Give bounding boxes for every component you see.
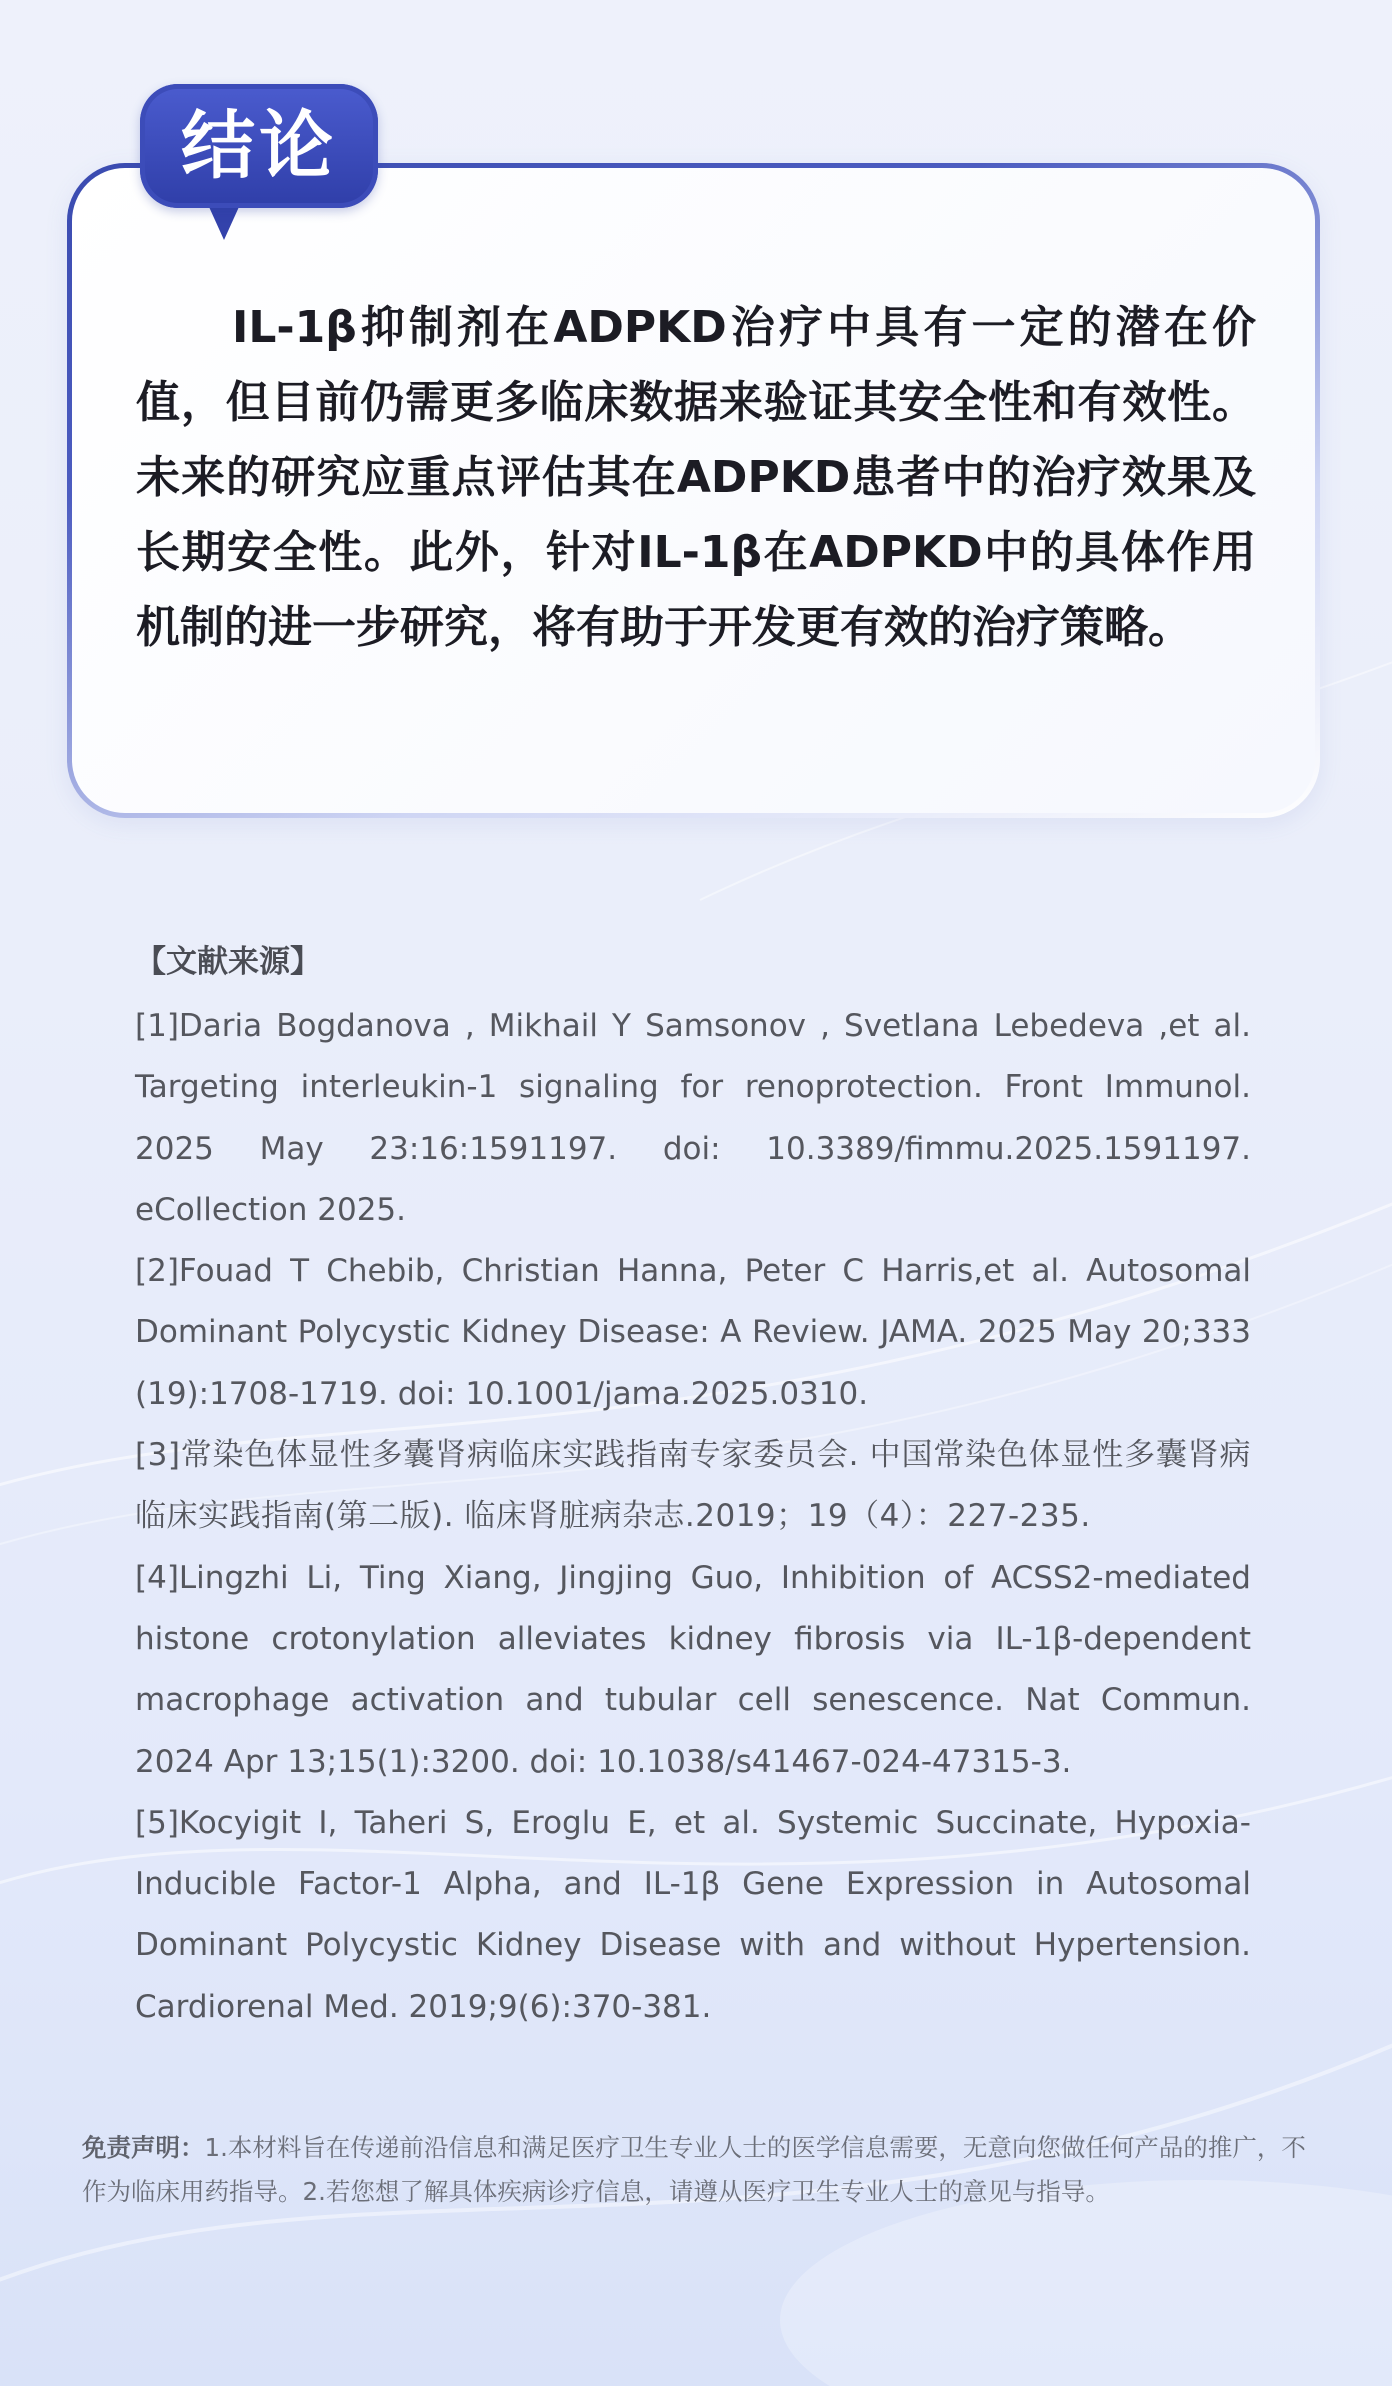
conclusion-badge — [140, 84, 378, 208]
conclusion-body: IL-1β抑制剂在ADPKD治疗中具有一定的潜在价值，但目前仍需更多临床数据来验证其安全性和有效性。未来的研究应重点评估其在ADPKD患者中的治疗效果及长期安全性。此外，针对IL-1β在ADPKD中的具体作用机制的进一步研究，将有助于开发更有效的治疗策略。 — [136, 302, 1256, 653]
reference-item-5: [5]Kocyigit I, Taheri S, Eroglu E, et al. Systemic Succinate, Hypoxia-Inducible Factor-1 Alpha, and IL-1β Gene Expression in Autosomal Dominant Polycystic Kidney Disease with and without Hypertension. Cardiorenal Med. 2019;9(6):370-381. — [135, 1804, 1251, 2025]
references-heading: 【文献来源】 — [135, 944, 321, 980]
disclaimer-text: 1.本材料旨在传递前沿信息和满足医疗卫生专业人士的医学信息需要，无意向您做任何产品的推广，不作为临床用药指导。2.若您想了解具体疾病诊疗信息，请遵从医疗卫生专业人士的意见与指导。 — [82, 2133, 1306, 2206]
reference-item-3: [3]常染色体显性多囊肾病临床实践指南专家委员会. 中国常染色体显性多囊肾病临床实践指南(第二版). 临床肾脏病杂志.2019；19（4）：227-235. — [135, 1437, 1251, 1535]
references-section — [135, 940, 1251, 2038]
conclusion-title: 结论 — [181, 103, 337, 189]
reference-item-2: [2]Fouad T Chebib, Christian Hanna, Peter C Harris,et al. Autosomal Dominant Polycystic Kidney Disease: A Review. JAMA. 2025 May 20;333 (19):1708-1719. doi: 10.1001/jama.2025.0310. — [135, 1253, 1251, 1412]
disclaimer-label: 免责声明： — [82, 2133, 205, 2162]
reference-item-1: [1]Daria Bogdanova , Mikhail Y Samsonov , Svetlana Lebedeva ,et al. Targeting interleukin-1 signaling for renoprotection. Front Immunol. 2025 May 23:16:1591197. doi: 10.3389/fimmu.2025.1591197. eCollection 2025. — [135, 1008, 1251, 1228]
disclaimer — [82, 2126, 1330, 2214]
reference-item-4: [4]Lingzhi Li, Ting Xiang, Jingjing Guo, Inhibition of ACSS2-mediated histone crotonylation alleviates kidney fibrosis via IL-1β-dependent macrophage activation and tubular cell senescence. Nat Commun. 2024 Apr 13;15(1):3200. doi: 10.1038/s41467-024-47315-3. — [135, 1559, 1251, 1780]
